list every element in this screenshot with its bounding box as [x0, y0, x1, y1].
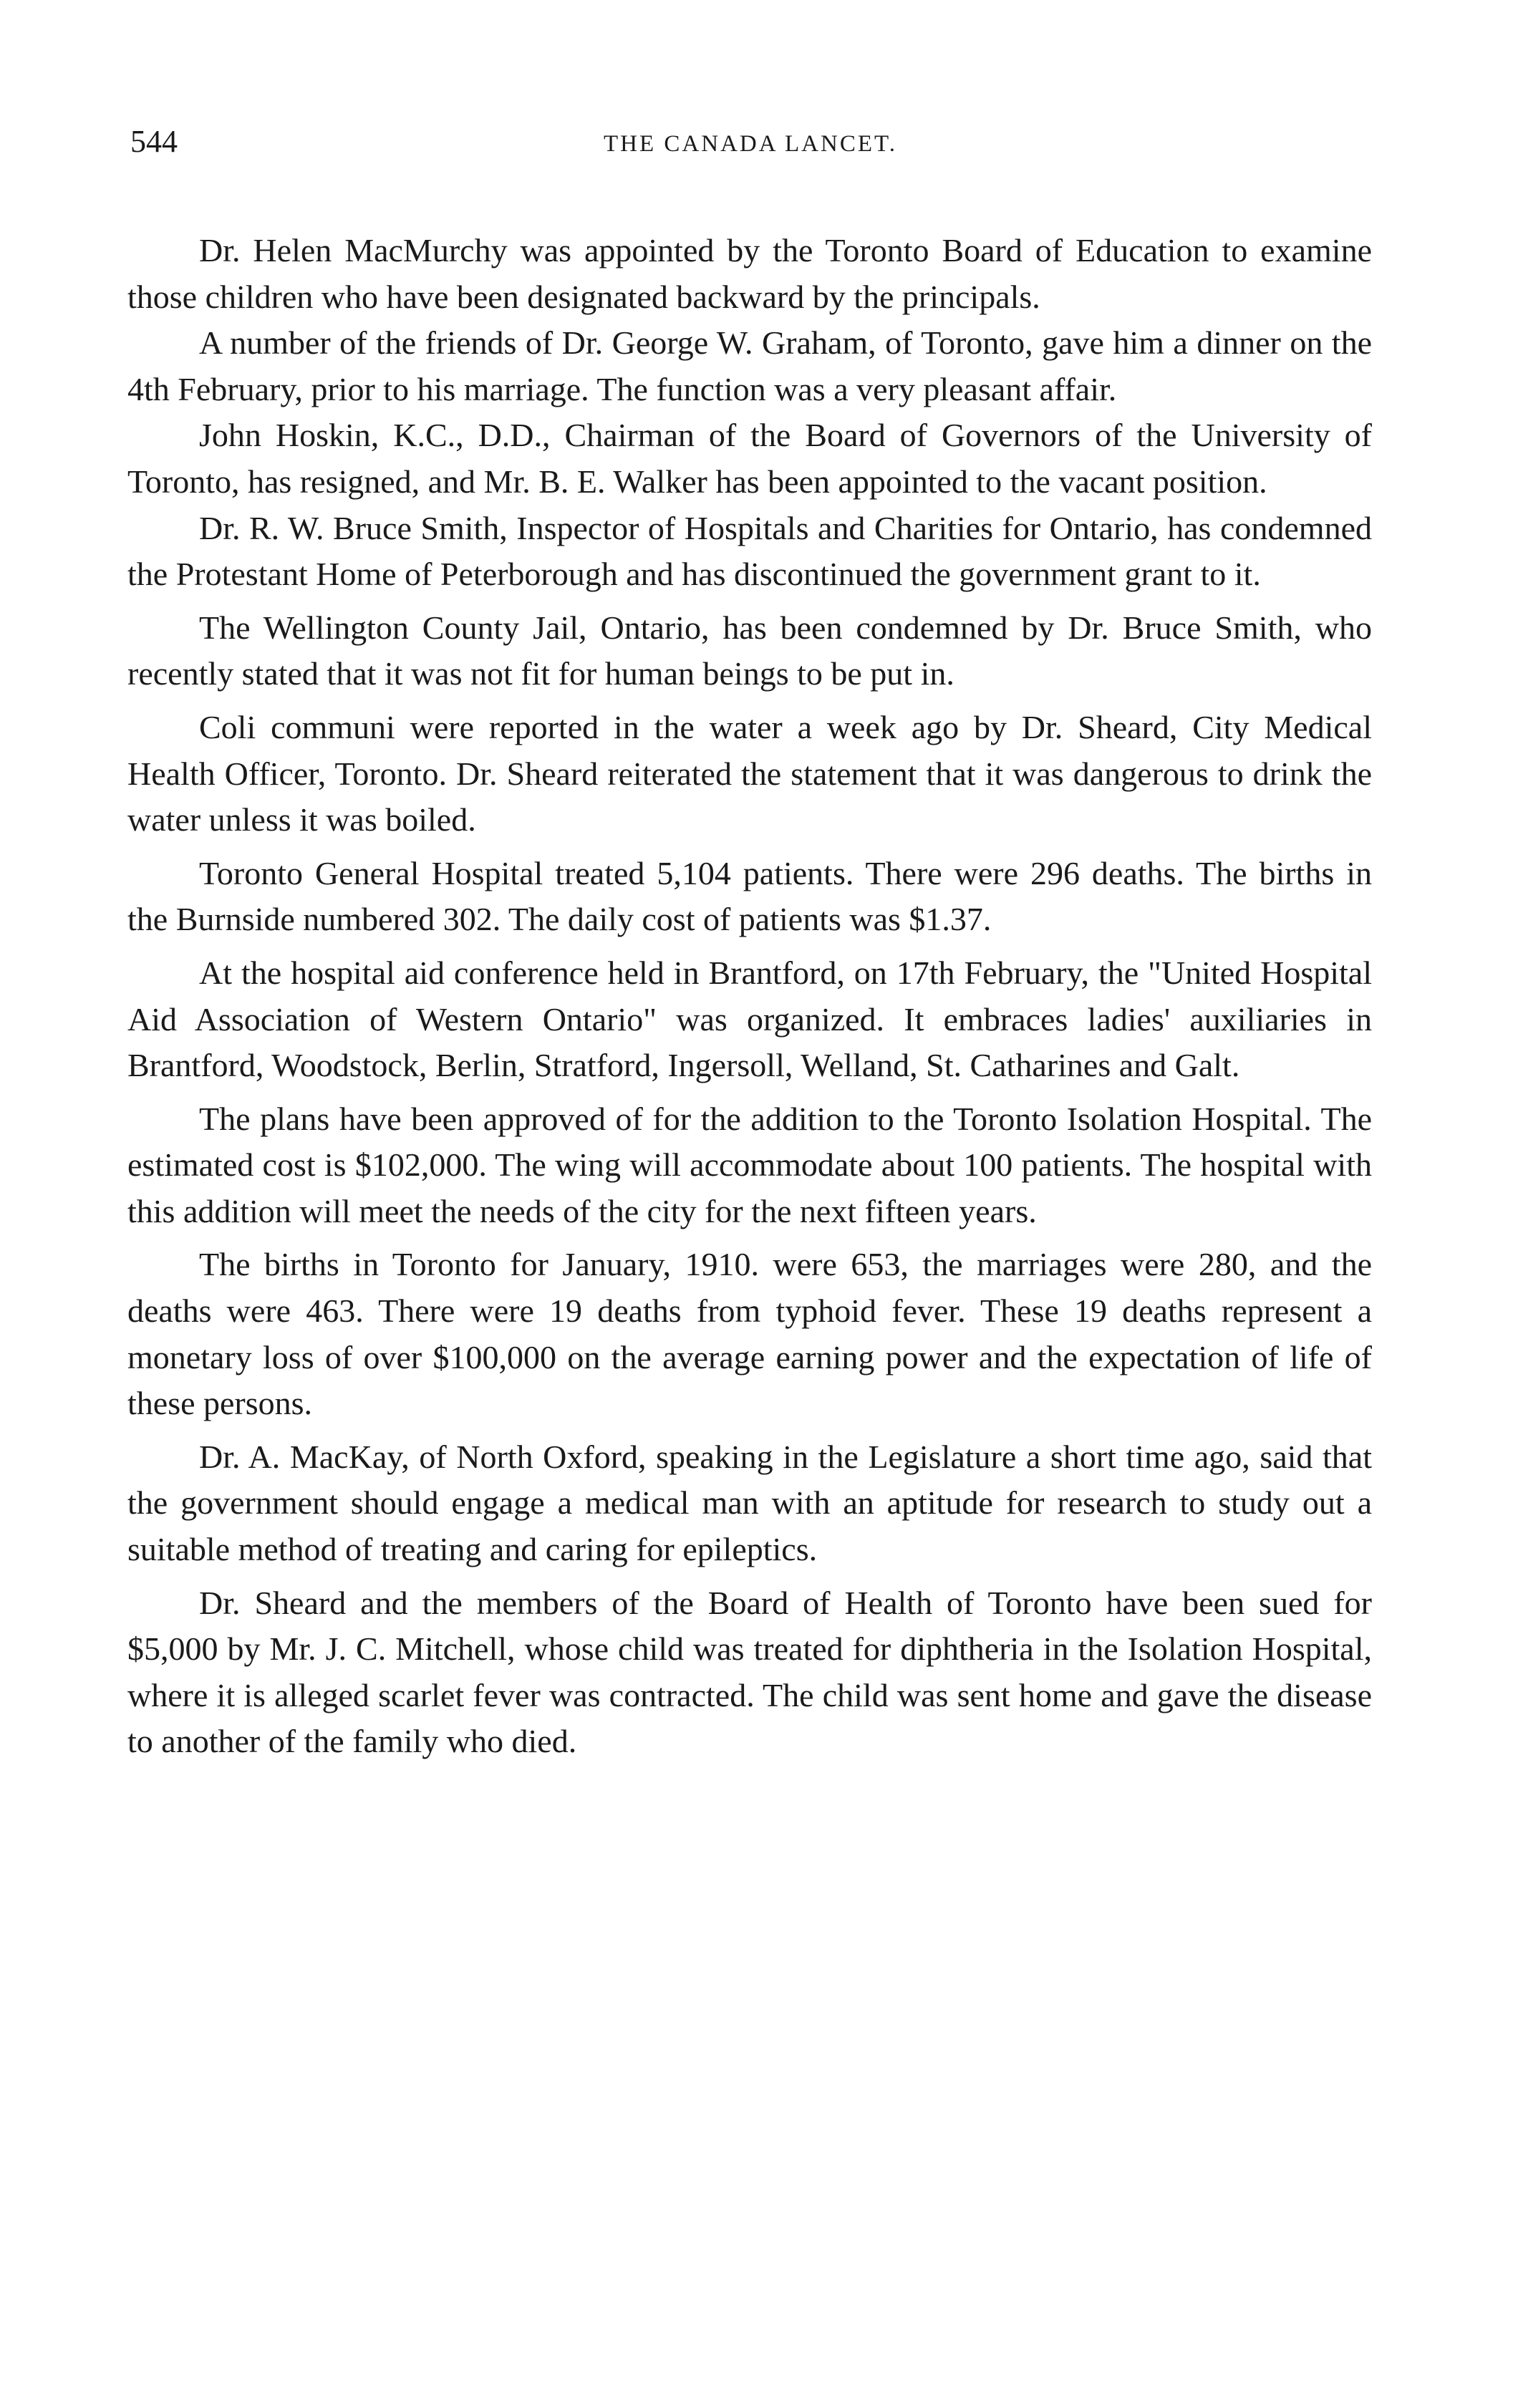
paragraph-general-hospital: Toronto General Hospital treated 5,104 patients. There were 296 deaths. The births in the Burnside numbered 302. The daily cost of patients was $1.37.	[127, 854, 1372, 938]
page-number: 544	[130, 124, 178, 159]
paragraph-mackay: Dr. A. MacKay, of North Oxford, speaking in the Legislature a short time ago, said that the government should engage a medical man with an aptitude for research to study out a suitable method of treating and caring for epileptics.	[127, 1438, 1372, 1568]
paragraph-wellington-jail: The Wellington County Jail, Ontario, has been condemned by Dr. Bruce Smith, who recently stated that it was not fit for human beings to be put in.	[127, 609, 1372, 692]
paragraph-births-january: The births in Toronto for January, 1910. were 653, the marriages were 280, and the deaths were 463. There were 19 deaths from typhoid fever. These 19 deaths represent a monetary loss of over $100,000 on the average earning power and the expectation of life of these persons.	[127, 1246, 1372, 1422]
paragraph-hoskin: John Hoskin, K.C., D.D., Chairman of the Board of Governors of the University of Toronto, has resigned, and Mr. B. E. Walker has been appointed to the vacant position.	[127, 417, 1372, 500]
running-head: THE CANADA LANCET.	[604, 131, 897, 157]
paragraph-graham: A number of the friends of Dr. George W. Graham, of Toronto, gave him a dinner on the 4th February, prior to his marriage. The function was a very pleasant affair.	[127, 324, 1372, 407]
paragraph-sheard-lawsuit: Dr. Sheard and the members of the Board of Health of Toronto have been sued for $5,000 by Mr. J. C. Mitchell, whose child was treated for diphtheria in the Isolation Hospital, where it is alleged scarlet fever was contracted. The child was sent home and gave the disease to another of the family who died.	[127, 1584, 1372, 1760]
paragraph-coli-communi: Coli communi were reported in the water a week ago by Dr. Sheard, City Medical Health Officer, Toronto. Dr. Sheard reiterated the statement that it was dangerous to drink the water unless it was boiled.	[127, 708, 1372, 838]
paragraph-macmurchy: Dr. Helen MacMurchy was appointed by the Toronto Board of Education to examine those children who have been designated backward by the principals.	[127, 232, 1372, 315]
article-body	[127, 228, 1372, 1765]
paragraph-bruce-smith: Dr. R. W. Bruce Smith, Inspector of Hospitals and Charities for Ontario, has condemned the Protestant Home of Peterborough and has discontinued the government grant to it.	[127, 509, 1372, 593]
paragraph-hospital-aid: At the hospital aid conference held in Brantford, on 17th February, the "United Hospital Aid Association of Western Ontario" was organized. It embraces ladies' auxiliaries in Brantford, Woodstock, Berlin, Stratford, Ingersoll, Welland, St. Catharines and Galt.	[127, 954, 1372, 1084]
page-header	[127, 122, 1373, 165]
paragraph-isolation-hospital: The plans have been approved of for the addition to the Toronto Isolation Hospital. The estimated cost is $102,000. The wing will accommodate about 100 patients. The hospital with this addition will meet the needs of the city for the next fifteen years.	[127, 1100, 1372, 1229]
